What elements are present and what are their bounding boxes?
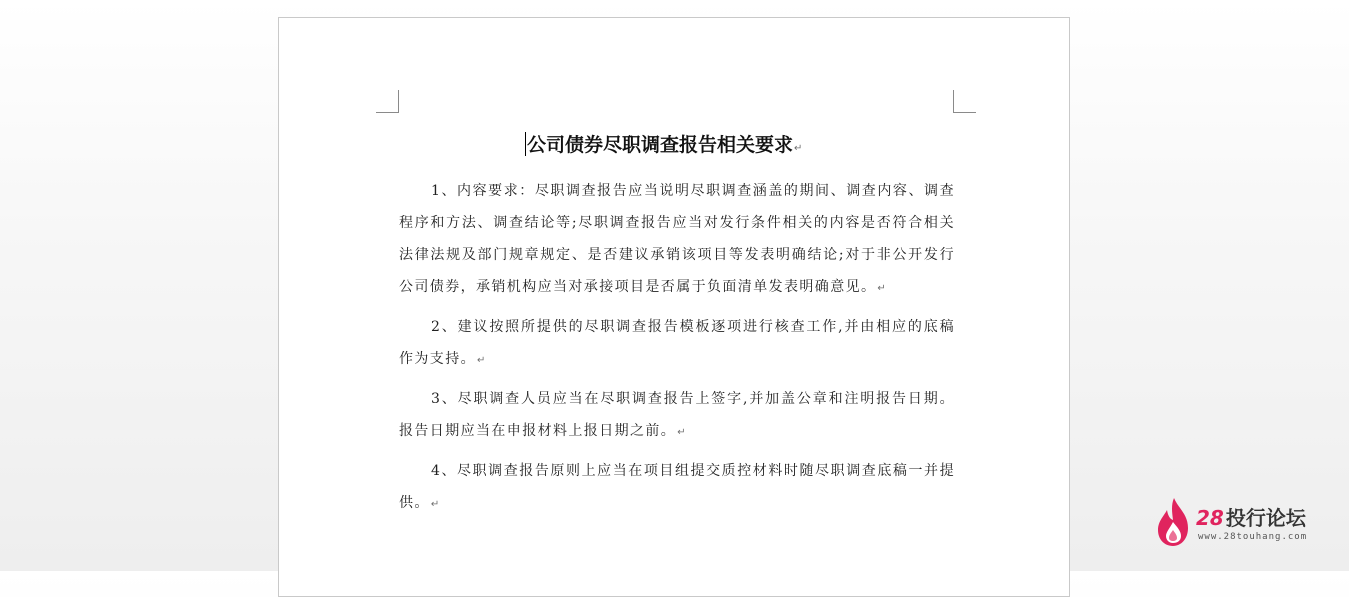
paragraph-template-check[interactable] <box>399 311 955 377</box>
paragraph-mark-icon: ↵ <box>677 427 687 438</box>
crop-mark-top-left <box>376 90 399 113</box>
paragraph-mark-icon: ↵ <box>877 283 888 294</box>
watermark-url: www.28touhang.com <box>1198 532 1308 542</box>
watermark-number: 28 <box>1196 506 1224 530</box>
paragraph-text: 1、内容要求：尽职调查报告应当说明尽职调查涵盖的期间、调查内容、调查程序和方法、调查结论等;尽职调查报告应当对发行条件相关的内容是否符合相关法律法规及部门规章规定、是否建议承销该项目等发表明确结论;对于非公开发行公司债券，承销机构应当对承接项目是否属于负面清单发表明确意见。 <box>399 183 955 295</box>
paragraph-content-requirements[interactable] <box>399 175 955 305</box>
paragraph-text: 3、尽职调查人员应当在尽职调查报告上签字,并加盖公章和注明报告日期。报告日期应当在申报材料上报日期之前。 <box>399 391 955 439</box>
title-text: 公司债券尽职调查报告相关要求 <box>527 134 794 156</box>
paragraph-text: 2、建议按照所提供的尽职调查报告模板逐项进行核查工作,并由相应的底稿作为支持。 <box>399 319 955 367</box>
paragraph-text: 4、尽职调查报告原则上应当在项目组提交质控材料时随尽职调查底稿一并提供。 <box>399 463 955 511</box>
paragraph-submission[interactable] <box>399 455 955 521</box>
paragraph-mark-icon: ↵ <box>430 499 441 510</box>
text-cursor <box>525 132 526 156</box>
flame-icon <box>1154 496 1194 548</box>
paragraph-mark-icon: ↵ <box>794 143 803 154</box>
paragraph-signature[interactable] <box>399 383 955 449</box>
watermark-title <box>1196 506 1306 530</box>
watermark-name: 投行论坛 <box>1225 506 1306 530</box>
watermark-logo <box>1154 496 1334 550</box>
document-title[interactable] <box>525 132 802 162</box>
document-page[interactable] <box>278 17 1070 597</box>
crop-mark-top-right <box>953 90 976 113</box>
paragraph-mark-icon: ↵ <box>477 355 487 366</box>
